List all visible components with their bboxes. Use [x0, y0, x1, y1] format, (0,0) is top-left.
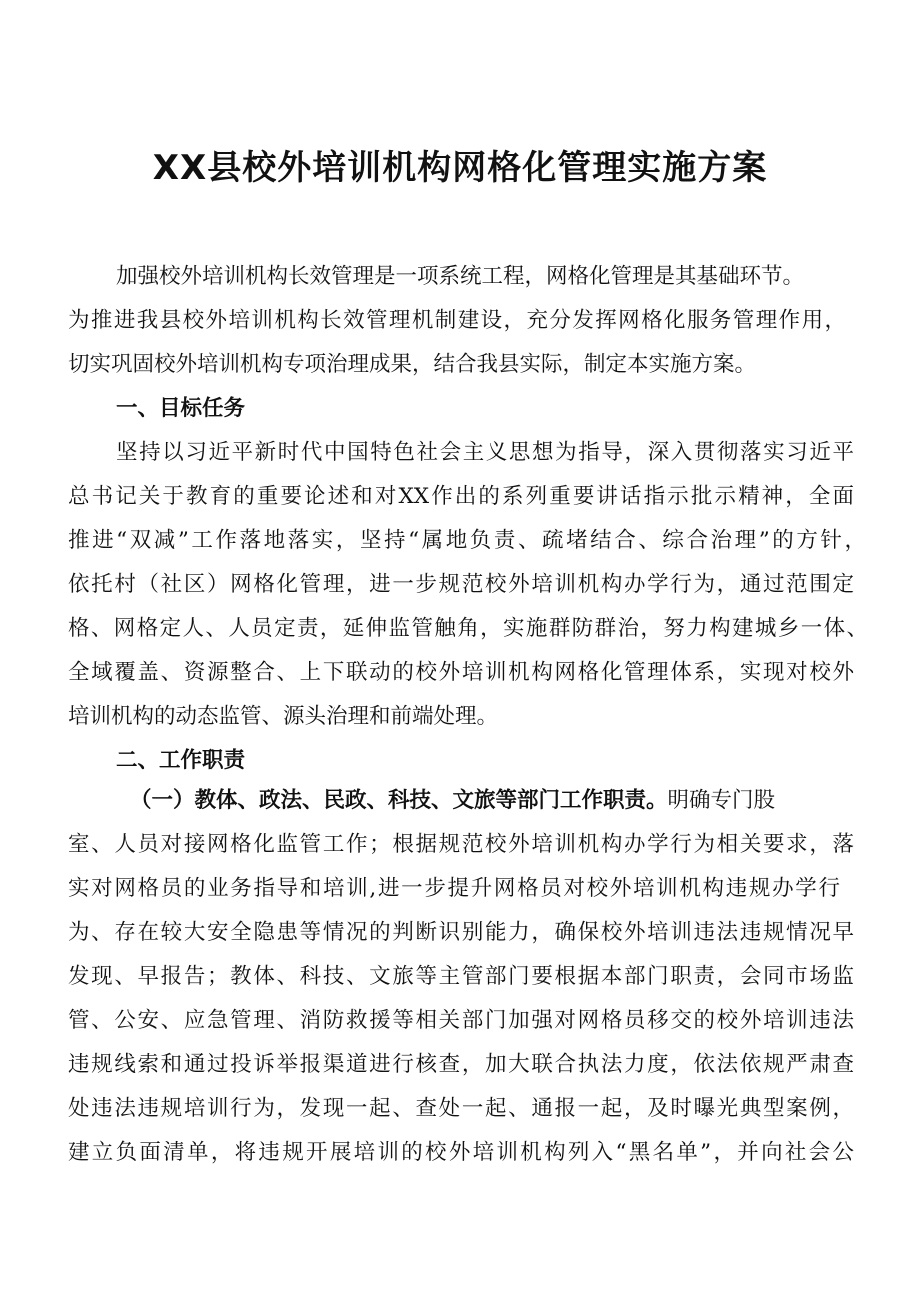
goals-line-5: 格、网格定人、人员定责，延伸监管触角，实施群防群治，努力构建城乡一体、	[68, 616, 868, 641]
intro-line-2: 为推进我县校外培训机构长效管理机制建设，充分发挥网格化服务管理作用，	[68, 308, 846, 333]
duties-sub1-first-rest: 明确专门股	[667, 788, 776, 813]
goals-line-2: 总书记关于教育的重要论述和对XX作出的系列重要讲话指示批示精神，全面	[68, 484, 854, 509]
duties-line-3: 为、存在较大安全隐患等情况的判断识别能力，确保校外培训违法违规情况早	[68, 920, 854, 945]
goals-line-3: 推进“双减”工作落地落实，坚持“属地负责、疏堵结合、综合治理”的方针，	[68, 528, 866, 553]
duties-line-8: 建立负面清单，将违规开展培训的校外培训机构列入“黑名单”，并向社会公	[68, 1140, 854, 1165]
duties-line-7: 处违法违规培训行为，发现一起、查处一起、通报一起，及时曝光典型案例，	[68, 1096, 854, 1121]
duties-line-1: 室、人员对接网格化监管工作；根据规范校外培训机构办学行为相关要求，落	[68, 832, 854, 857]
intro-line-3: 切实巩固校外培训机构专项治理成果，结合我县实际，制定本实施方案。	[68, 352, 757, 377]
goals-line-6: 全域覆盖、资源整合、上下联动的校外培训机构网格化管理体系，实现对校外	[68, 660, 854, 685]
duties-line-6: 违规线索和通过投诉举报渠道进行核查，加大联合执法力度，依法依规严肃查	[68, 1052, 854, 1077]
duties-line-5: 管、公安、应急管理、消防救援等相关部门加强对网格员移交的校外培训违法	[68, 1008, 854, 1033]
duties-line-4: 发现、早报告；教体、科技、文旅等主管部门要根据本部门职责，会同市场监	[68, 964, 854, 989]
goals-line-7: 培训机构的动态监管、源头治理和前端处理。	[68, 704, 499, 729]
goals-line-4: 依托村（社区）网格化管理，进一步规范校外培训机构办学行为，通过范围定	[68, 572, 854, 597]
duties-sub1-first-line	[130, 786, 820, 816]
intro-line-1: 加强校外培训机构长效管理是一项系统工程，网格化管理是其基础环节。	[116, 264, 805, 289]
goals-line-1: 坚持以习近平新时代中国特色社会主义思想为指导，深入贯彻落实习近平	[116, 440, 854, 465]
duties-sub1-heading: （一）教体、政法、民政、科技、文旅等部门工作职责。	[130, 788, 668, 813]
duties-line-2: 实对网格员的业务指导和培训,进一步提升网格员对校外培训机构违规办学行	[68, 876, 840, 901]
section-heading-goals: 一、目标任务	[116, 396, 246, 421]
section-heading-duties: 二、工作职责	[116, 748, 246, 773]
document-title: XX县校外培训机构网格化管理实施方案	[152, 148, 768, 188]
